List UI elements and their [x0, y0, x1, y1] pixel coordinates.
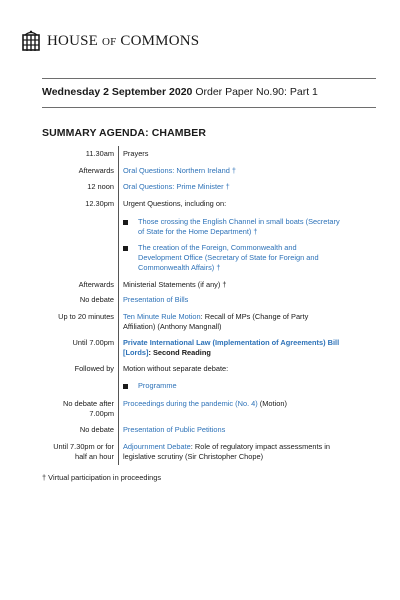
order-paper-title: Order Paper No.90: Part 1: [195, 86, 318, 98]
agenda-time: Followed by: [74, 364, 114, 373]
bottom-rule: [42, 107, 376, 108]
urgent-question-link-channel[interactable]: Those crossing the English Channel in small boats (Secretary: [138, 217, 340, 226]
of-word: OF: [101, 35, 117, 48]
agenda-item-line2: [123, 348, 359, 358]
agenda-link-proceedings-pandemic[interactable]: Proceedings during the pandemic (No. 4): [123, 399, 258, 408]
agenda-time-line2: 7.00pm: [89, 409, 114, 418]
urgent-question-link-channel-cont[interactable]: of State for the Home Department) †: [138, 227, 258, 236]
agenda-item: [123, 399, 359, 409]
agenda-time: No debate after: [63, 399, 114, 408]
agenda-time: 12.30pm: [85, 199, 114, 208]
square-bullet-icon: [123, 384, 128, 389]
house-word: HOUSE: [47, 32, 99, 49]
agenda-link-adjournment-debate[interactable]: Adjournment Debate: [123, 442, 191, 451]
house-header: [21, 29, 199, 53]
agenda-time: No debate: [79, 425, 114, 434]
agenda-item-text: : Recall of MPs (Change of Party: [200, 312, 309, 321]
second-reading-text: : Second Reading: [148, 348, 211, 357]
agenda-link-public-petitions[interactable]: Presentation of Public Petitions: [123, 425, 226, 434]
commons-word: COMMONS: [120, 32, 200, 49]
virtual-participation-footnote: † Virtual participation in proceedings: [42, 473, 162, 482]
agenda-time: Afterwards: [78, 280, 114, 289]
agenda-link-oral-questions-prime-minister[interactable]: Oral Questions: Prime Minister †: [123, 182, 230, 191]
agenda-time: 12 noon: [87, 182, 114, 191]
square-bullet-icon: [123, 246, 128, 251]
agenda-link-oral-questions-northern-ireland[interactable]: Oral Questions: Northern Ireland †: [123, 166, 236, 175]
urgent-question-link-fcdo[interactable]: The creation of the Foreign, Commonwealth and: [138, 243, 297, 252]
top-rule: [42, 78, 376, 79]
agenda-item-line2: Affiliation) (Anthony Mangnall): [123, 322, 222, 331]
agenda-item-text: (Motion): [257, 399, 287, 408]
urgent-question-link-fcdo-cont2[interactable]: Commonwealth Affairs) †: [138, 263, 221, 272]
agenda-item: [123, 312, 359, 322]
agenda-link-private-international-law-bill[interactable]: Private International Law (Implementation of Agreements) Bill: [123, 338, 340, 347]
programme-link[interactable]: Programme: [138, 381, 177, 390]
order-paper-line: [42, 86, 318, 98]
agenda-link-presentation-of-bills[interactable]: Presentation of Bills: [123, 295, 189, 304]
agenda-time: Afterwards: [78, 166, 114, 175]
portcullis-icon: [21, 30, 41, 52]
agenda-item: Prayers: [123, 149, 149, 158]
agenda-time-line2: half an hour: [74, 452, 114, 461]
urgent-question-link-fcdo-cont[interactable]: Development Office (Secretary of State for Foreign and: [138, 253, 319, 262]
agenda-item-line2: legislative scrutiny (Sir Christopher Chope): [123, 452, 264, 461]
agenda-item: [123, 442, 359, 452]
agenda-time: Until 7.30pm or for: [53, 442, 114, 451]
agenda-link-ten-minute-rule-motion[interactable]: Ten Minute Rule Motion: [123, 312, 201, 321]
agenda-time: No debate: [79, 295, 114, 304]
summary-agenda-title: SUMMARY AGENDA: CHAMBER: [42, 127, 207, 139]
agenda-link-lords[interactable]: [Lords]: [123, 348, 149, 357]
agenda-divider: [118, 146, 119, 465]
house-of-commons-title: [47, 33, 199, 50]
agenda-time: 11.30am: [85, 149, 114, 158]
agenda-time: Until 7.00pm: [72, 338, 114, 347]
agenda-time: Up to 20 minutes: [58, 312, 114, 321]
agenda-item-text: : Role of regulatory impact assessments in: [190, 442, 331, 451]
square-bullet-icon: [123, 220, 128, 225]
order-paper-date: Wednesday 2 September 2020: [42, 86, 193, 98]
agenda-item: Ministerial Statements (if any) †: [123, 280, 227, 289]
agenda-item: Urgent Questions, including on:: [123, 199, 227, 208]
agenda-item: Motion without separate debate:: [123, 364, 229, 373]
